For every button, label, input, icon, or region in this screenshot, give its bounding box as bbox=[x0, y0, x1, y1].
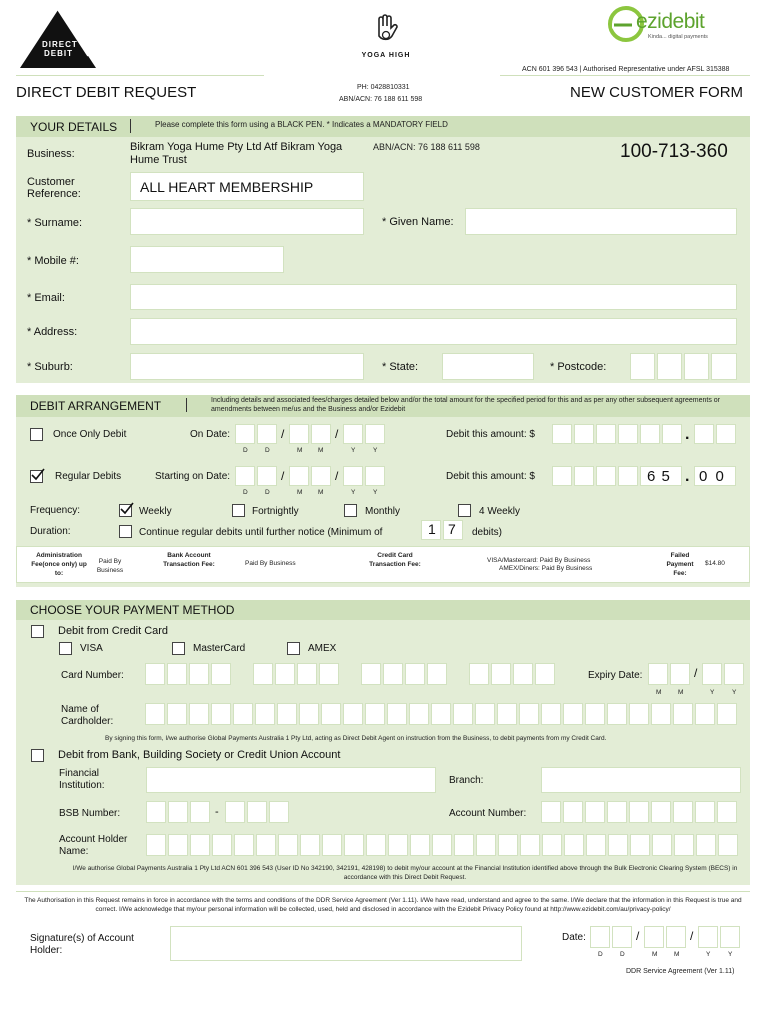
hand-icon bbox=[372, 14, 400, 48]
date-hint-m: M bbox=[297, 489, 303, 496]
bank-fee-label: Bank Account Transaction Fee: bbox=[163, 552, 215, 568]
date-hint-d: D bbox=[265, 447, 270, 454]
once-cents-cell[interactable] bbox=[694, 424, 714, 444]
account-holder-cell[interactable] bbox=[212, 834, 232, 856]
signature-date-label: Date: bbox=[562, 932, 586, 943]
header-rule-right bbox=[500, 75, 750, 76]
account-holder-cell[interactable] bbox=[410, 834, 430, 856]
customer-reference-label: Customer Reference: bbox=[27, 176, 81, 200]
card-number-cell[interactable] bbox=[427, 663, 447, 685]
card-number-cell[interactable] bbox=[361, 663, 381, 685]
four-weekly-label: 4 Weekly bbox=[479, 506, 520, 517]
cardholder-name-cell[interactable] bbox=[651, 703, 671, 725]
customer-reference-value: ALL HEART MEMBERSHIP bbox=[140, 179, 314, 195]
account-number-cell[interactable] bbox=[541, 801, 561, 823]
date-hint-d: D bbox=[598, 951, 603, 958]
start-date-year-cell[interactable] bbox=[343, 466, 363, 486]
bank-account-checkbox[interactable] bbox=[31, 749, 44, 762]
account-number-cell[interactable] bbox=[695, 801, 715, 823]
on-date-day-cell[interactable] bbox=[257, 424, 277, 444]
weekly-checkbox[interactable] bbox=[119, 504, 132, 517]
expiry-month-cell[interactable] bbox=[648, 663, 668, 685]
date-slash: / bbox=[636, 929, 640, 943]
credit-card-authorisation: By signing this form, I/we authorise Global Payments Australia 1 Pty Ltd, acting as Direct Debit Agent on instruction from the Business, to debit payments from my Credit Card. bbox=[105, 735, 607, 742]
account-holder-cell[interactable] bbox=[146, 834, 166, 856]
cardholder-name-cell[interactable] bbox=[431, 703, 451, 725]
business-label: Business: bbox=[27, 148, 75, 160]
on-date-month-cell[interactable] bbox=[289, 424, 309, 444]
cardholder-name-cell[interactable] bbox=[607, 703, 627, 725]
financial-institution-label: Financial Institution: bbox=[59, 768, 105, 791]
account-holder-cell[interactable] bbox=[168, 834, 188, 856]
card-number-cell[interactable] bbox=[469, 663, 489, 685]
date-hint-m: M bbox=[674, 951, 680, 958]
regular-debits-checkbox[interactable] bbox=[30, 470, 43, 483]
start-date-month-cell[interactable] bbox=[289, 466, 309, 486]
account-holder-cell[interactable] bbox=[344, 834, 364, 856]
cardholder-name-cell[interactable] bbox=[255, 703, 275, 725]
account-holder-cell[interactable] bbox=[542, 834, 562, 856]
account-holder-cell[interactable] bbox=[278, 834, 298, 856]
cardholder-name-cell[interactable] bbox=[541, 703, 561, 725]
account-holder-cell[interactable] bbox=[674, 834, 694, 856]
signature-date-cell[interactable] bbox=[590, 926, 610, 948]
cardholder-name-cell[interactable] bbox=[673, 703, 693, 725]
account-number-cell[interactable] bbox=[563, 801, 583, 823]
four-weekly-checkbox[interactable] bbox=[458, 504, 471, 517]
regular-amount-cell[interactable] bbox=[552, 466, 572, 486]
on-date-year-cell[interactable] bbox=[365, 424, 385, 444]
cardholder-name-cell[interactable] bbox=[189, 703, 209, 725]
yoga-high-logo bbox=[358, 14, 414, 64]
date-hint-y: Y bbox=[351, 447, 356, 454]
cardholder-name-label: Name of Cardholder: bbox=[61, 704, 114, 727]
given-name-label: * Given Name: bbox=[382, 216, 454, 228]
expiry-label: Expiry Date: bbox=[588, 670, 643, 681]
card-number-cell[interactable] bbox=[297, 663, 317, 685]
minimum-debits-cell[interactable] bbox=[421, 520, 441, 540]
postcode-cell[interactable] bbox=[711, 353, 737, 380]
failed-payment-label: Failed Payment Fee: bbox=[666, 552, 694, 577]
direct-debit-logo bbox=[18, 8, 98, 72]
start-date-day-cell[interactable] bbox=[235, 466, 255, 486]
suburb-label: * Suburb: bbox=[27, 361, 73, 373]
cardholder-name-cell[interactable] bbox=[299, 703, 319, 725]
expiry-year-cell[interactable] bbox=[702, 663, 722, 685]
card-number-cell[interactable] bbox=[535, 663, 555, 685]
date-hint-y: Y bbox=[351, 489, 356, 496]
date-slash: / bbox=[281, 427, 285, 441]
financial-institution-field[interactable] bbox=[146, 767, 436, 793]
account-holder-cell[interactable] bbox=[630, 834, 650, 856]
cardholder-name-cell[interactable] bbox=[321, 703, 341, 725]
card-number-cell[interactable] bbox=[167, 663, 187, 685]
ezidebit-tagline: Kinda... digital payments bbox=[648, 34, 708, 40]
on-date-day-cell[interactable] bbox=[235, 424, 255, 444]
decimal-point: . bbox=[685, 426, 690, 443]
dd-logo-line1: DIRECT bbox=[42, 40, 78, 49]
email-label: * Email: bbox=[27, 292, 65, 304]
header-rule-left bbox=[16, 75, 264, 76]
regular-debit-amount-label: Debit this amount: $ bbox=[446, 471, 535, 482]
date-hint-d: D bbox=[243, 447, 248, 454]
card-number-label: Card Number: bbox=[61, 670, 124, 681]
bank-fee-value: Paid By Business bbox=[245, 560, 296, 567]
signature-date-cell[interactable] bbox=[612, 926, 632, 948]
account-holder-label: Account Holder Name: bbox=[59, 834, 128, 857]
bsb-cell[interactable] bbox=[247, 801, 267, 823]
cardholder-name-cell[interactable] bbox=[519, 703, 539, 725]
minimum-debits-cell[interactable] bbox=[443, 520, 463, 540]
account-holder-cell[interactable] bbox=[564, 834, 584, 856]
header-abn: ABN/ACN: 76 188 611 598 bbox=[339, 96, 423, 103]
phone-number: PH: 0428810331 bbox=[357, 84, 410, 91]
account-number-cell[interactable] bbox=[585, 801, 605, 823]
continue-debits-label: Continue regular debits until further notice (Minimum of bbox=[139, 527, 383, 538]
title-direct-debit-request: DIRECT DEBIT REQUEST bbox=[16, 84, 197, 101]
once-amount-cell[interactable] bbox=[574, 424, 594, 444]
card-number-cell[interactable] bbox=[513, 663, 533, 685]
title-new-customer-form: NEW CUSTOMER FORM bbox=[570, 84, 744, 101]
once-amount-cell[interactable] bbox=[596, 424, 616, 444]
minimum-debits-digit: 7 bbox=[448, 521, 456, 537]
cc-fee-value-visa: VISA/Mastercard: Paid By Business bbox=[487, 557, 591, 564]
customer-reference-field[interactable] bbox=[130, 172, 364, 201]
amex-label: AMEX bbox=[308, 643, 337, 654]
monthly-label: Monthly bbox=[365, 506, 401, 517]
address-field[interactable] bbox=[130, 318, 737, 345]
mobile-field[interactable] bbox=[130, 246, 284, 273]
signature-date-cell[interactable] bbox=[698, 926, 718, 948]
branch-field[interactable] bbox=[541, 767, 741, 793]
mastercard-checkbox[interactable] bbox=[172, 642, 185, 655]
expiry-hint-m: M bbox=[656, 689, 662, 696]
account-holder-cell[interactable] bbox=[498, 834, 518, 856]
bank-authorisation: I/We authorise Global Payments Australia 1 Pty Ltd ACN 601 396 543 (User ID No 342190, 342191, 428198) to debit my/our account at the Financial Institution identified above through the Bulk Electronic Clearing System (BECS) in accordance with this Direct Debit Request. bbox=[72, 865, 738, 881]
debits-suffix: debits) bbox=[472, 527, 503, 538]
account-holder-cell[interactable] bbox=[652, 834, 672, 856]
postcode-cell[interactable] bbox=[630, 353, 655, 380]
date-hint-y: Y bbox=[373, 489, 378, 496]
account-number-cell[interactable] bbox=[607, 801, 627, 823]
account-holder-cell[interactable] bbox=[190, 834, 210, 856]
date-hint-m: M bbox=[318, 489, 324, 496]
on-date-year-cell[interactable] bbox=[343, 424, 363, 444]
credit-card-label: Debit from Credit Card bbox=[58, 625, 169, 637]
account-holder-cell[interactable] bbox=[234, 834, 254, 856]
cardholder-name-cell[interactable] bbox=[497, 703, 517, 725]
mobile-label: * Mobile #: bbox=[27, 255, 79, 267]
account-holder-cell[interactable] bbox=[322, 834, 342, 856]
branch-label: Branch: bbox=[449, 775, 484, 786]
cardholder-name-cell[interactable] bbox=[277, 703, 297, 725]
regular-amount-dollars-field[interactable] bbox=[640, 466, 682, 486]
once-amount-cell[interactable] bbox=[618, 424, 638, 444]
footer-rule bbox=[16, 891, 750, 892]
once-debit-amount-label: Debit this amount: $ bbox=[446, 429, 535, 440]
regular-amount-cell[interactable] bbox=[596, 466, 616, 486]
card-number-cell[interactable] bbox=[491, 663, 511, 685]
date-hint-d: D bbox=[265, 489, 270, 496]
address-label: * Address: bbox=[27, 326, 78, 338]
once-amount-cell[interactable] bbox=[662, 424, 682, 444]
bsb-label: BSB Number: bbox=[59, 808, 121, 819]
date-hint-m: M bbox=[652, 951, 658, 958]
admin-fee-value: Paid By Business bbox=[96, 558, 124, 574]
visa-checkbox[interactable] bbox=[59, 642, 72, 655]
on-date-month-cell[interactable] bbox=[311, 424, 331, 444]
terms-text: The Authorisation in this Request remains in force in accordance with the terms and conditions of the DDR Service Agreement (Ver 1.11). I/We have read, understand and agree to the same. I/We declare that the information in this Request is true and correct. I/We acknowledge that my/our personal information will be collected, used, held and disclosed in accordance with the Ezidebit Privacy Policy found at http://www.ezidebit.com/au/privacy-policy/ bbox=[24, 897, 742, 913]
once-amount-cell[interactable] bbox=[552, 424, 572, 444]
account-holder-cell[interactable] bbox=[476, 834, 496, 856]
regular-amount-cents-field[interactable] bbox=[694, 466, 736, 486]
start-date-day-cell[interactable] bbox=[257, 466, 277, 486]
cardholder-name-cell[interactable] bbox=[717, 703, 737, 725]
account-holder-cell[interactable] bbox=[432, 834, 452, 856]
account-number-cell[interactable] bbox=[629, 801, 649, 823]
expiry-hint-y: Y bbox=[732, 689, 737, 696]
state-label: * State: bbox=[382, 361, 419, 373]
postcode-cell[interactable] bbox=[684, 353, 709, 380]
state-field[interactable] bbox=[442, 353, 534, 380]
starting-date-label: Starting on Date: bbox=[155, 471, 231, 482]
service-agreement-version: DDR Service Agreement (Ver 1.11) bbox=[626, 968, 735, 975]
cardholder-name-cell[interactable] bbox=[409, 703, 429, 725]
card-number-cell[interactable] bbox=[383, 663, 403, 685]
duration-label: Duration: bbox=[30, 526, 71, 537]
on-date-label: On Date: bbox=[190, 429, 231, 440]
regular-amount-dollars: 6 5 bbox=[647, 468, 671, 485]
account-number-label: Account Number: bbox=[449, 808, 527, 819]
signature-label: Signature(s) of Account Holder: bbox=[30, 933, 134, 956]
cardholder-name-cell[interactable] bbox=[453, 703, 473, 725]
payment-method-header bbox=[16, 600, 750, 620]
account-number-cell[interactable] bbox=[651, 801, 671, 823]
bsb-cell[interactable] bbox=[269, 801, 289, 823]
regular-amount-cents: 0 0 bbox=[699, 468, 726, 485]
cardholder-name-cell[interactable] bbox=[343, 703, 363, 725]
dd-logo-line2: DEBIT bbox=[44, 49, 73, 58]
continue-debits-checkbox[interactable] bbox=[119, 525, 132, 538]
amex-checkbox[interactable] bbox=[287, 642, 300, 655]
account-holder-cell[interactable] bbox=[256, 834, 276, 856]
bsb-cell[interactable] bbox=[146, 801, 166, 823]
account-number-cell[interactable] bbox=[717, 801, 737, 823]
header-divider bbox=[186, 398, 187, 412]
header-divider bbox=[130, 119, 131, 133]
bsb-cell[interactable] bbox=[225, 801, 245, 823]
your-details-heading: YOUR DETAILS bbox=[30, 119, 118, 134]
signature-date-cell[interactable] bbox=[644, 926, 664, 948]
expiry-month-cell[interactable] bbox=[670, 663, 690, 685]
monthly-checkbox[interactable] bbox=[344, 504, 357, 517]
business-id: 100-713-360 bbox=[620, 141, 728, 162]
expiry-year-cell[interactable] bbox=[724, 663, 744, 685]
cardholder-name-cell[interactable] bbox=[563, 703, 583, 725]
cardholder-name-cell[interactable] bbox=[365, 703, 385, 725]
signature-field[interactable] bbox=[170, 926, 522, 961]
cardholder-name-cell[interactable] bbox=[387, 703, 407, 725]
surname-label: * Surname: bbox=[27, 217, 83, 229]
date-slash: / bbox=[690, 929, 694, 943]
start-date-month-cell[interactable] bbox=[311, 466, 331, 486]
cc-fee-label: Credit Card Transaction Fee: bbox=[369, 552, 421, 568]
bank-account-label: Debit from Bank, Building Society or Credit Union Account bbox=[58, 749, 341, 761]
date-hint-m: M bbox=[297, 447, 303, 454]
account-number-cell[interactable] bbox=[673, 801, 693, 823]
failed-payment-value: $14.80 bbox=[705, 560, 725, 567]
start-date-year-cell[interactable] bbox=[365, 466, 385, 486]
postcode-cell[interactable] bbox=[657, 353, 682, 380]
date-slash: / bbox=[335, 427, 339, 441]
cardholder-name-cell[interactable] bbox=[585, 703, 605, 725]
acn-line: ACN 601 396 543 | Authorised Representative under AFSL 315388 bbox=[522, 66, 730, 73]
debit-arrangement-heading: DEBIT ARRANGEMENT bbox=[30, 399, 162, 413]
payment-method-heading: CHOOSE YOUR PAYMENT METHOD bbox=[30, 603, 235, 617]
regular-amount-cell[interactable] bbox=[574, 466, 594, 486]
card-number-cell[interactable] bbox=[405, 663, 425, 685]
date-hint-y: Y bbox=[706, 951, 711, 958]
cardholder-name-cell[interactable] bbox=[695, 703, 715, 725]
cardholder-name-cell[interactable] bbox=[167, 703, 187, 725]
cardholder-name-cell[interactable] bbox=[145, 703, 165, 725]
postcode-label: * Postcode: bbox=[550, 361, 607, 373]
date-hint-y: Y bbox=[728, 951, 733, 958]
once-only-checkbox[interactable] bbox=[30, 428, 43, 441]
once-only-label: Once Only Debit bbox=[53, 429, 127, 440]
expiry-hint-m: M bbox=[678, 689, 684, 696]
admin-fee-label: Administration Fee(once only) up to: bbox=[31, 552, 87, 577]
account-holder-cell[interactable] bbox=[586, 834, 606, 856]
date-hint-m: M bbox=[318, 447, 324, 454]
bsb-cell[interactable] bbox=[168, 801, 188, 823]
signature-date-cell[interactable] bbox=[666, 926, 686, 948]
mandatory-instruction: Please complete this form using a BLACK PEN. * Indicates a MANDATORY FIELD bbox=[155, 120, 448, 129]
ezidebit-logo bbox=[606, 2, 752, 48]
regular-debits-label: Regular Debits bbox=[55, 471, 122, 482]
account-holder-cell[interactable] bbox=[300, 834, 320, 856]
account-holder-cell[interactable] bbox=[718, 834, 738, 856]
card-number-cell[interactable] bbox=[145, 663, 165, 685]
cardholder-name-cell[interactable] bbox=[475, 703, 495, 725]
ezidebit-wordmark: ezidebit bbox=[636, 10, 705, 33]
account-holder-cell[interactable] bbox=[388, 834, 408, 856]
suburb-field[interactable] bbox=[130, 353, 364, 380]
mastercard-label: MasterCard bbox=[193, 643, 246, 654]
checkmark-icon bbox=[31, 468, 45, 482]
business-value: Bikram Yoga Hume Pty Ltd Atf Bikram Yoga Hume Trust bbox=[130, 141, 343, 166]
business-abn: ABN/ACN: 76 188 611 598 bbox=[373, 142, 480, 152]
card-number-cell[interactable] bbox=[253, 663, 273, 685]
given-name-field[interactable] bbox=[465, 208, 737, 235]
card-number-cell[interactable] bbox=[211, 663, 231, 685]
date-slash: / bbox=[694, 666, 698, 680]
frequency-label: Frequency: bbox=[30, 505, 81, 516]
once-amount-cell[interactable] bbox=[640, 424, 660, 444]
account-holder-cell[interactable] bbox=[608, 834, 628, 856]
date-slash: / bbox=[281, 469, 285, 483]
decimal-point: . bbox=[685, 468, 690, 485]
bsb-dash: - bbox=[215, 806, 219, 818]
cardholder-name-cell[interactable] bbox=[211, 703, 231, 725]
card-number-cell[interactable] bbox=[189, 663, 209, 685]
date-hint-d: D bbox=[620, 951, 625, 958]
visa-label: VISA bbox=[80, 643, 103, 654]
date-slash: / bbox=[335, 469, 339, 483]
weekly-label: Weekly bbox=[139, 506, 172, 517]
fortnightly-checkbox[interactable] bbox=[232, 504, 245, 517]
regular-amount-cell[interactable] bbox=[618, 466, 638, 486]
yoga-logo-text: YOGA HIGH bbox=[361, 52, 411, 59]
date-hint-y: Y bbox=[373, 447, 378, 454]
account-holder-cell[interactable] bbox=[520, 834, 540, 856]
cardholder-name-cell[interactable] bbox=[233, 703, 253, 725]
expiry-hint-y: Y bbox=[710, 689, 715, 696]
date-hint-d: D bbox=[243, 489, 248, 496]
account-holder-cell[interactable] bbox=[696, 834, 716, 856]
debit-arrangement-note: Including details and associated fees/charges detailed below and/or the total amount for the specified period for this and as per any other subsequent agreements or amendments between me/us and the Business and/or Ezidebit bbox=[211, 397, 720, 413]
fortnightly-label: Fortnightly bbox=[252, 506, 299, 517]
bsb-cell[interactable] bbox=[190, 801, 210, 823]
checkmark-icon bbox=[120, 502, 134, 516]
email-field[interactable] bbox=[130, 284, 737, 310]
account-holder-cell[interactable] bbox=[366, 834, 386, 856]
surname-field[interactable] bbox=[130, 208, 364, 235]
cardholder-name-cell[interactable] bbox=[629, 703, 649, 725]
card-number-cell[interactable] bbox=[319, 663, 339, 685]
once-cents-cell[interactable] bbox=[716, 424, 736, 444]
account-holder-cell[interactable] bbox=[454, 834, 474, 856]
signature-date-cell[interactable] bbox=[720, 926, 740, 948]
minimum-debits-digit: 1 bbox=[428, 521, 436, 537]
cc-fee-value-amex: AMEX/Diners: Paid By Business bbox=[499, 565, 593, 572]
card-number-cell[interactable] bbox=[275, 663, 295, 685]
credit-card-checkbox[interactable] bbox=[31, 625, 44, 638]
